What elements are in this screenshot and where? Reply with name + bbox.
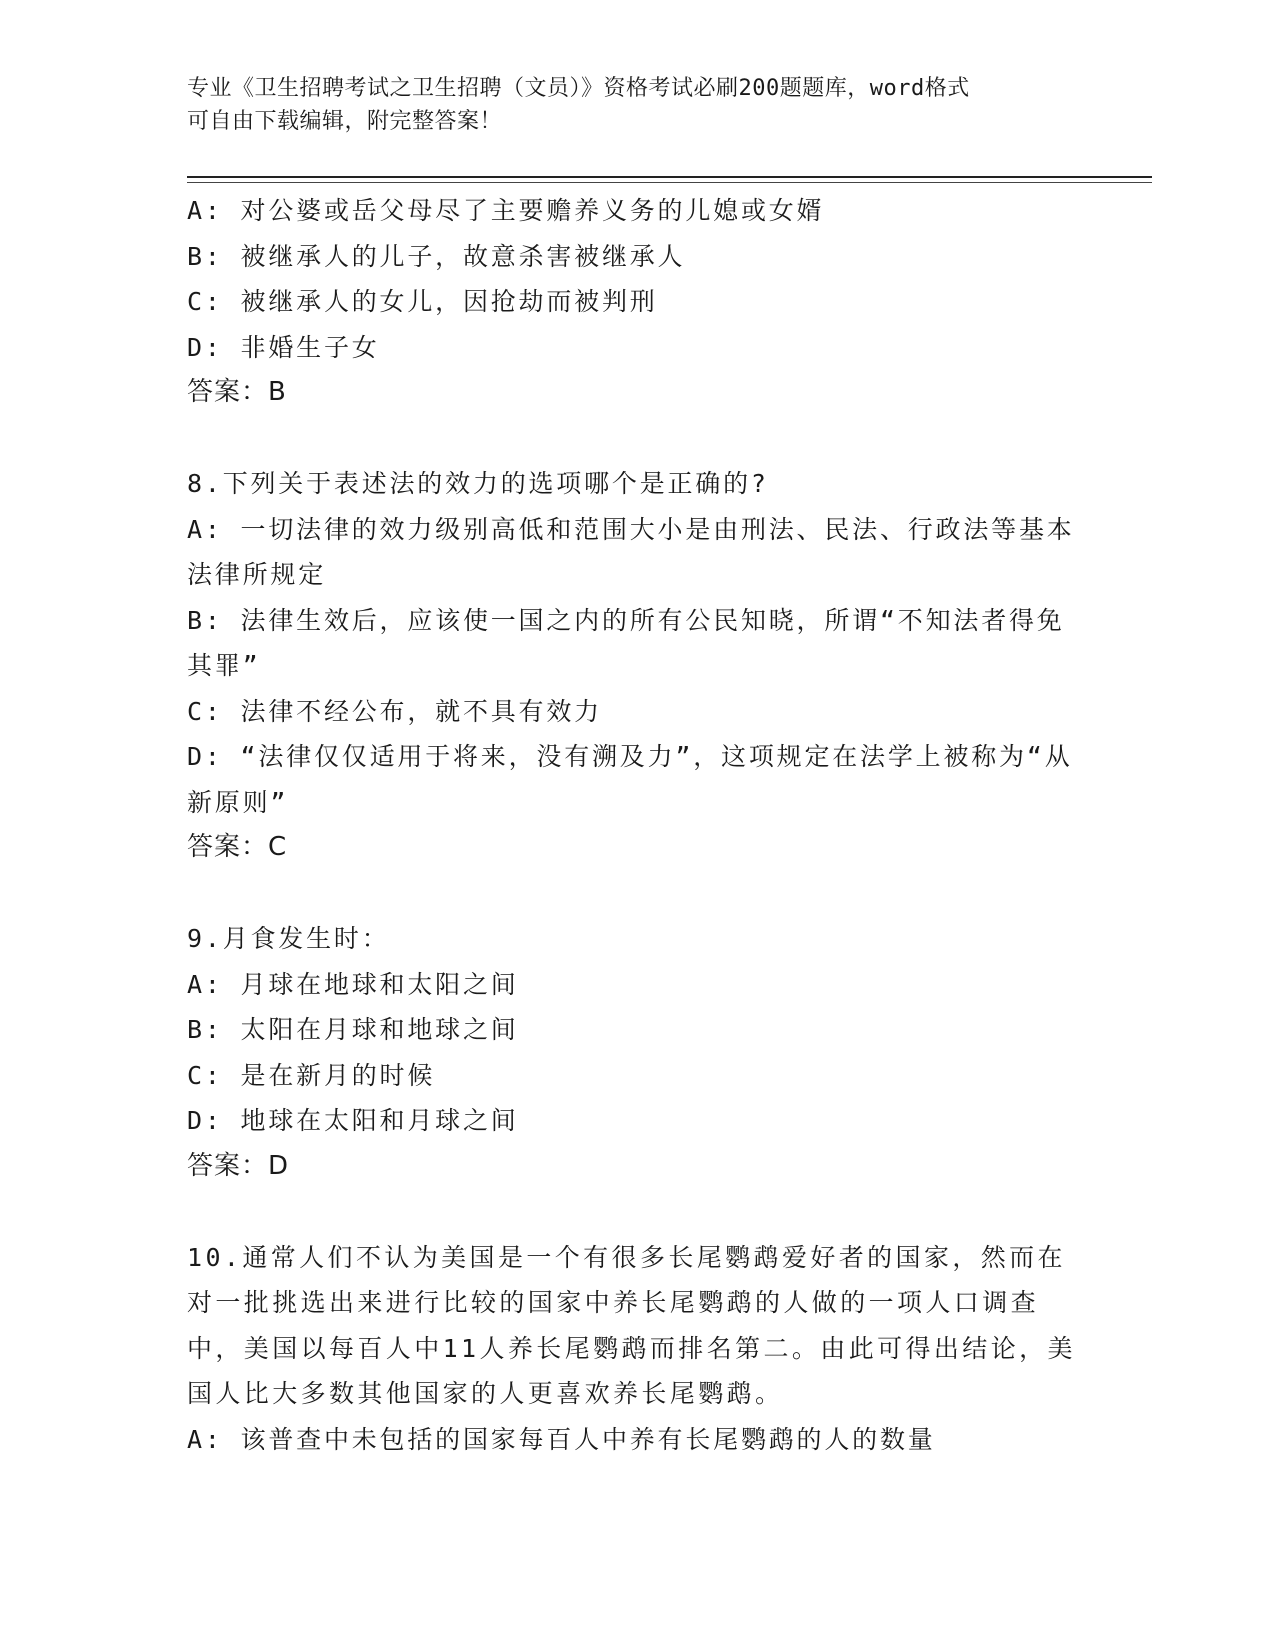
q10-question: 10.通常人们不认为美国是一个有很多长尾鹦鹉爱好者的国家，然而在对一批挑选出来进行比较的国家中养长尾鹦鹉的人做的一项人口调查中，美国以每百人中11人养长尾鹦鹉而排名第二。由此可得出结论，美国人比大多数其他国家的人更喜欢养长尾鹦鹉。 bbox=[187, 1242, 1076, 1408]
q9-answer: 答案：D bbox=[187, 1150, 290, 1181]
header-divider-thick bbox=[187, 176, 1152, 178]
q7-answer: 答案：B bbox=[187, 377, 287, 407]
q9-option-c: C: 是在新月的时候 bbox=[187, 1060, 436, 1090]
q8-option-b: B: 法律生效后，应该使一国之内的所有公民知晓，所谓“不知法者得免其罪” bbox=[187, 605, 1065, 680]
header-title-line-1: 专业《卫生招聘考试之卫生招聘（文员）》资格考试必刷200题题库，word格式 bbox=[187, 76, 970, 101]
q8-option-c: C: 法律不经公布，就不具有效力 bbox=[187, 696, 602, 726]
q9-option-a: A: 月球在地球和太阳之间 bbox=[187, 969, 519, 999]
q7-option-c: C: 被继承人的女儿，因抢劫而被判刑 bbox=[187, 287, 658, 316]
q7-option-a: A: 对公婆或岳父母尽了主要赡养义务的儿媳或女婿 bbox=[187, 196, 825, 225]
question-list bbox=[187, 188, 1082, 1462]
spacer bbox=[187, 1189, 1082, 1235]
q9-question: 9.月食发生时： bbox=[187, 924, 390, 953]
q7-option-d: D: 非婚生子女 bbox=[187, 332, 380, 362]
q9-option-b: B: 太阳在月球和地球之间 bbox=[187, 1015, 519, 1044]
q7-option-b: B: 被继承人的儿子，故意杀害被继承人 bbox=[187, 241, 686, 271]
q8-answer: 答案：C bbox=[187, 832, 288, 862]
q8-question: 8.下列关于表述法的效力的选项哪个是正确的? bbox=[187, 469, 769, 498]
question-9-block bbox=[187, 916, 1082, 1189]
header-title-line-2: 可自由下载编辑，附完整答案！ bbox=[187, 109, 503, 134]
spacer bbox=[187, 871, 1082, 917]
q8-option-d: D: “法律仅仅适用于将来，没有溯及力”，这项规定在法学上被称为“从新原则” bbox=[187, 742, 1073, 817]
document-header bbox=[187, 72, 1087, 138]
question-7-block bbox=[187, 188, 1082, 416]
question-8-block bbox=[187, 461, 1082, 871]
question-10-block bbox=[187, 1235, 1082, 1463]
q10-option-a: A: 该普查中未包括的国家每百人中养有长尾鹦鹉的人的数量 bbox=[187, 1424, 936, 1454]
header-divider-thin bbox=[187, 182, 1152, 183]
q8-option-a: A: 一切法律的效力级别高低和范围大小是由刑法、民法、行政法等基本法律所规定 bbox=[187, 514, 1075, 589]
q9-option-d: D: 地球在太阳和月球之间 bbox=[187, 1106, 519, 1135]
spacer bbox=[187, 416, 1082, 462]
